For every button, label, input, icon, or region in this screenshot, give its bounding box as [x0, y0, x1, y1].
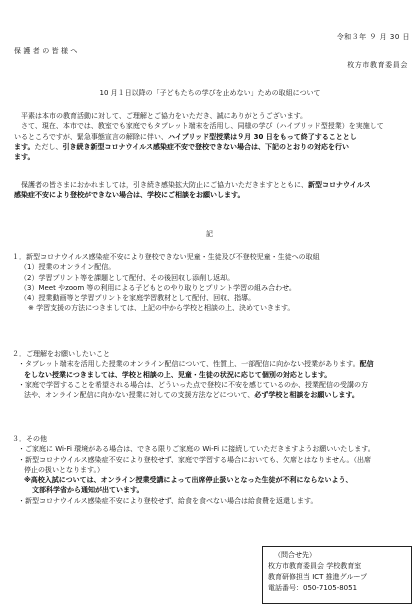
- section-2-emphasis: 配信: [359, 360, 374, 369]
- intro-line: ます。: [14, 153, 35, 162]
- intro-emphasis: ます。: [14, 142, 35, 151]
- section-2-emphasis: 必ず学校と相談をお願いします。: [254, 391, 359, 400]
- contact-department: 教育研修担当 ICT 推進グループ: [268, 573, 368, 581]
- section-3-note: 文部科学省から通知が出ています。: [32, 486, 144, 495]
- section-1-heading: １．新型コロナウイルス感染症不安により登校できない児童・生徒及び不登校児童・生徒への取組: [12, 253, 320, 261]
- contact-phone: 電話番号：050-7105-8051: [268, 584, 358, 592]
- section-2-line: ・家庭で学習することを希望される場合は、どういった点で登校に不安を感じているのか、授業配信の受講の方: [18, 380, 368, 389]
- contact-box: [262, 546, 412, 604]
- intro-emphasis: ハイブリッド型授業は９月 30 日をもって終了することとし: [167, 132, 357, 141]
- section-2-text: 法や、オンライン配信に向かない授業に対しての支援方法などについて、: [24, 391, 255, 400]
- section-2-line: をしない授業につきましては、学校と相談の上、児童・生徒の状況に応じて個別の対応とします。: [24, 370, 332, 379]
- intro-greeting: 平素は本市の教育活動に対して、ご理解とご協力をいただき、誠にありがとうございます。: [21, 112, 308, 120]
- section-1-item: （1）授業のオンライン配信。: [20, 263, 116, 272]
- section-1: [12, 252, 412, 314]
- issuer: 枚方市教育委員会: [347, 61, 408, 69]
- section-1-item: （3）Meet やzoom 等の利用による子どもとのやり取りとプリント学習の組み合わせ。: [20, 283, 296, 292]
- intro-line: [14, 132, 410, 142]
- intro-line: [14, 142, 410, 152]
- addressee: 保護者の皆様へ: [14, 47, 80, 55]
- intro-text: いるところですが、緊急事態宣言の解除に伴い、: [14, 132, 168, 141]
- intro-section: [14, 111, 410, 162]
- section-3-line: 停止の扱いとなります。）: [24, 465, 104, 474]
- section-2-text: ・タブレット端末を活用した授業のオンライン配信について、性質上、一部配信に向かない授業があります。: [18, 360, 360, 369]
- section-3: [12, 434, 412, 506]
- contact-label: （問合せ先）: [274, 551, 316, 559]
- issue-date: 令和３年 ９ 月 30 日: [336, 33, 410, 41]
- request-line: 感染症不安により登校ができない場合は、学校にご相談をお願いします。: [14, 191, 245, 200]
- section-1-item: （2）学習プリント等を課題として配付、その後回収し添削し返却。: [20, 273, 235, 282]
- intro-emphasis: 引き続き新型コロナウイルス感染症不安で登校できない場合は、下記のとおりの対応を行い: [62, 142, 350, 151]
- section-1-item: （4）授業動画等と学習プリントを家庭学習教材として配付、回収、指導。: [20, 294, 256, 303]
- request-emphasis: 新型コロナウイルス: [308, 181, 371, 189]
- document-title: 10 月１日以降の「子どもたちの学びを止めない」ための取組について: [99, 89, 321, 97]
- section-3-line: ・ご家庭に Wi-Fi 環境がある場合は、できる限りご家庭の Wi-Fi に接続していただきますようお願いいたします。: [18, 445, 375, 454]
- intro-text: ただし、: [34, 142, 63, 151]
- request-text: 保護者の皆さまにおかれましては，引き続き感染拡大防止にご協力いただきますとともに、: [21, 181, 308, 189]
- section-2-line: [12, 390, 412, 400]
- intro-line: さて、現在、本市では、教室でも家庭でもタブレット端末を活用し、同様の学び（ハイブリッド型授業）を実施して: [21, 122, 384, 131]
- request-paragraph: [14, 180, 410, 201]
- section-2-heading: ２．ご理解をお願いしたいこと: [12, 350, 110, 358]
- section-1-note: ※ 学習支援の方法につきましては、上記の中から学校と相談の上、決めていきます。: [28, 304, 295, 313]
- section-3-note: ※高校入試については、オンライン授業受講によって出席停止扱いとなった生徒が不利にならないよう、: [24, 476, 353, 485]
- request-line: [14, 180, 410, 190]
- contact-office: 枚方市教育委員会 学校教育室: [268, 562, 362, 570]
- section-3-line: ・新型コロナウイルス感染症不安により登校せず、家庭で学習する場合においても、欠席とはなりません。（出席: [18, 455, 371, 464]
- ki-marker: 記: [206, 230, 214, 238]
- section-3-line: ・新型コロナウイルス感染症不安により登校せず、給食を食べない場合は給食費を返還します。: [18, 496, 318, 505]
- section-2-line: [12, 359, 412, 369]
- section-3-heading: ３．その他: [12, 435, 47, 443]
- section-2: [12, 349, 412, 400]
